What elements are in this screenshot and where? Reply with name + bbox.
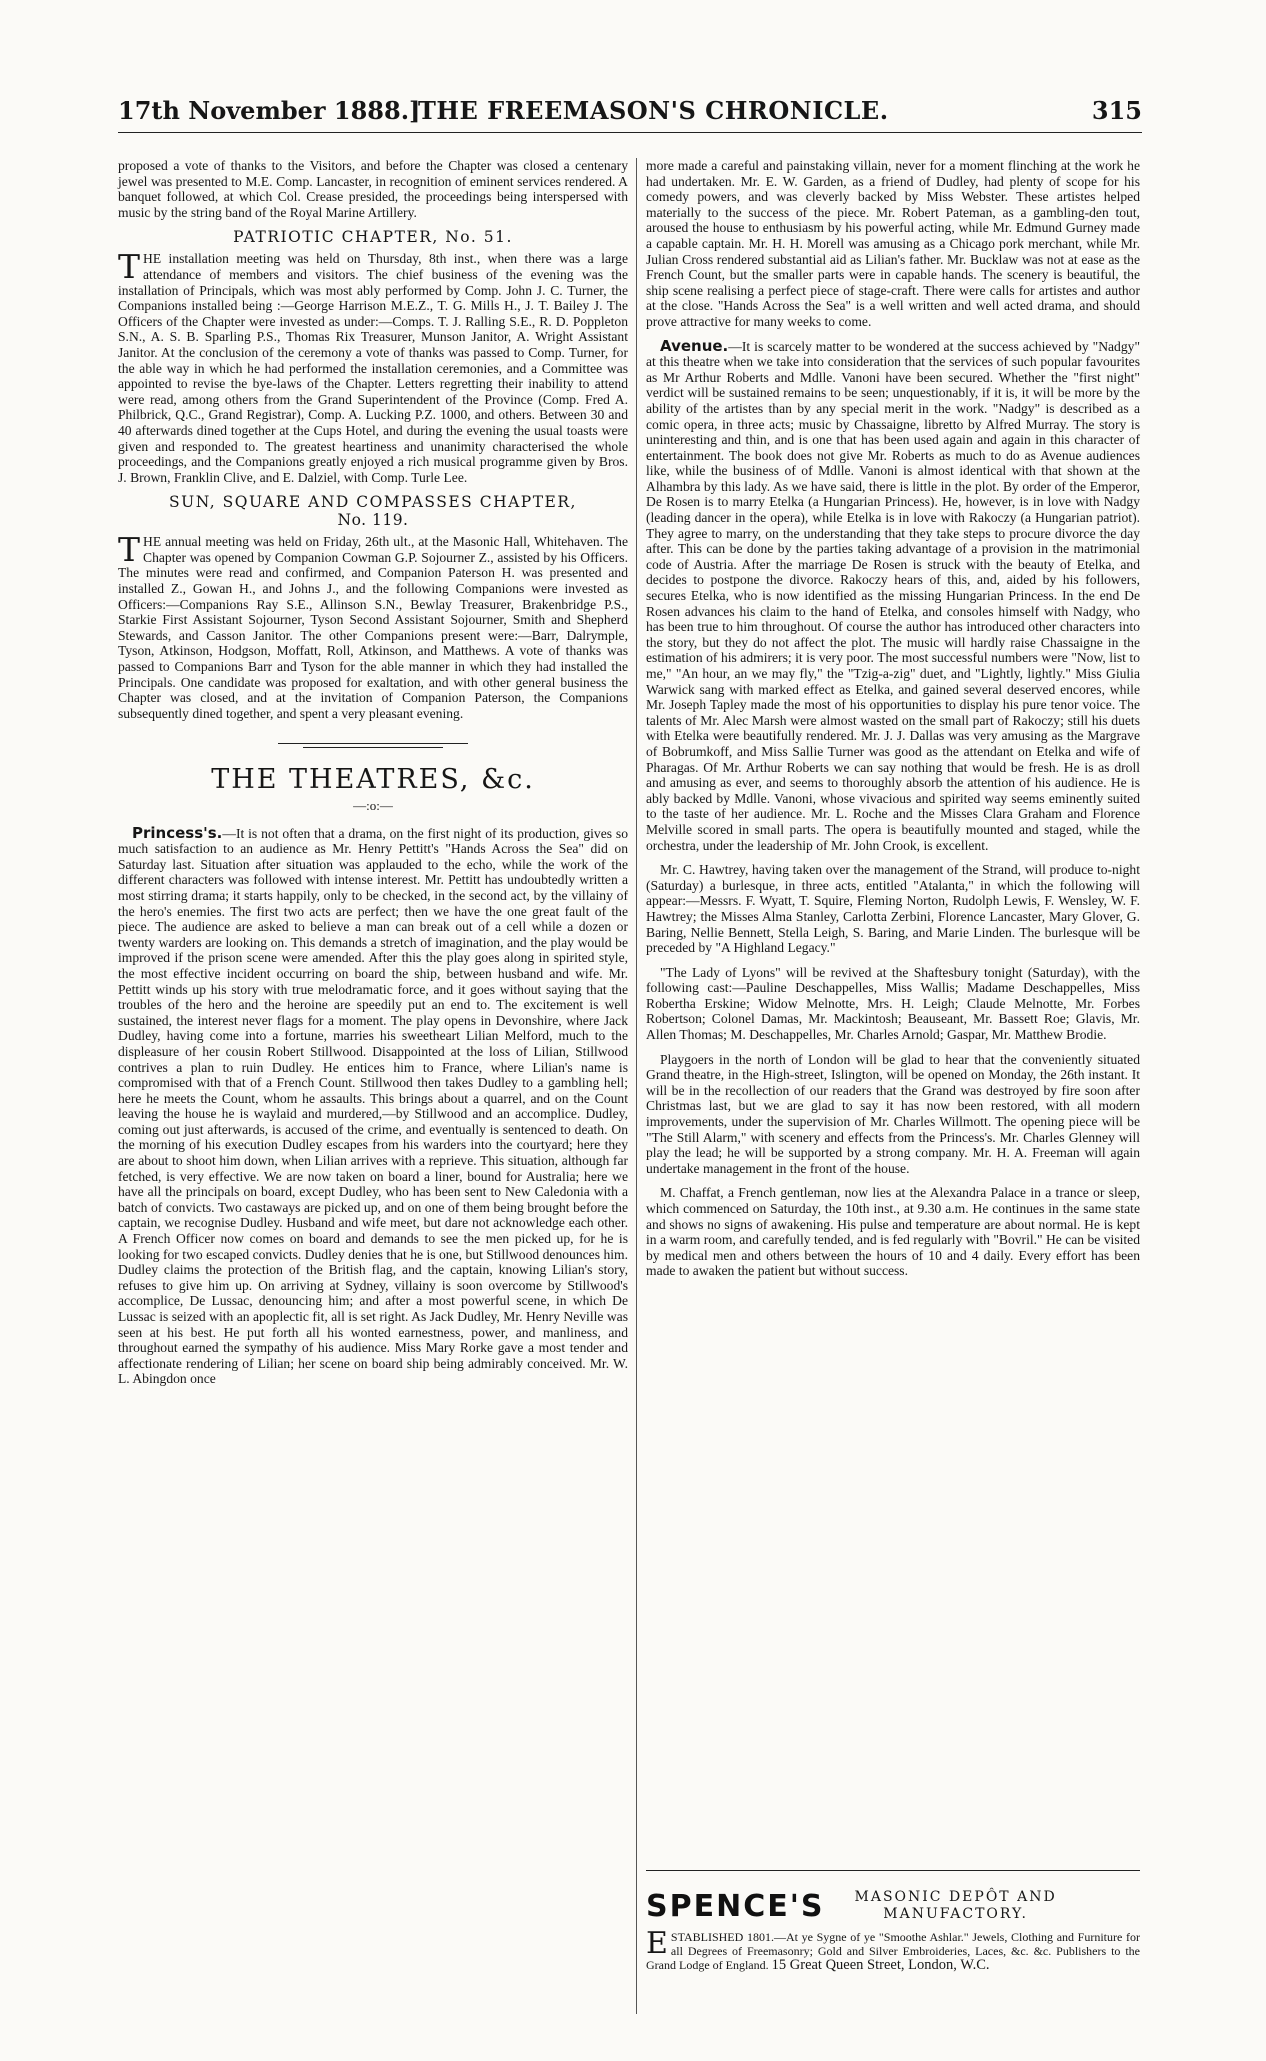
intro-paragraph: proposed a vote of thanks to the Visitors, and before the Chapter was closed a centenary jewel was presented to M.E. Comp. Lancaster, in recognition of eminent services rendered. A banquet followed, at which Col. Crease presided, the proceedings being interspersed with music by the string band of the Royal Marine Artillery.: [118, 158, 628, 220]
advert-body: [646, 1926, 1140, 1973]
right-column: [646, 158, 1140, 1279]
section-divider: [278, 743, 468, 748]
advert-tagline-1: MASONIC DEPÔT AND: [854, 1889, 1057, 1905]
sun-square-heading-number: No. 119.: [337, 511, 409, 530]
page-number: 315: [1091, 96, 1142, 125]
avenue-body: —It is scarcely matter to be wondered at the success achieved by "Nadgy" at this theatre when we take into consideration that the services of such popular favourites as Mr Arthur Roberts and Mdlle. Vanoni have been secured. Whether the "first night" verdict will be sustained remains to be seen; unquestionably, if it is, it will be more by the ability of the artistes than by any special merit in the work. "Nadgy" is described as a comic opera, in three acts; music by Chassaigne, libretto by Alfred Murray. The story is uninteresting and thin, and is one that has been used again and again in this character of entertainment. The book does not give Mr. Roberts as much to do as Avenue audiences like, while the business of of Mdlle. Vanoni is almost identical with that shown at the Alhambra by this lady. As we have said, there is little in the plot. By order of the Emperor, De Rosen is to marry Etelka (a Hungarian Princess). He, however, is in love with Nadgy (leading dancer in the opera), while Etelka is in love with Rakoczy (a Hungarian patriot). They agree to marry, on the understanding that they take steps to procure divorce the day after. This can be done by the parties taking advantage of a provision in the matrimonial code of Austria. After the marriage De Rosen is struck with the beauty of Etelka, and decides to postpone the divorce. Rakoczy hears of this, and, aided by his followers, secures Etelka, who is now identified as the missing Hungarian Princess. In the end De Rosen advances his claim to the hand of Etelka, and consoles himself with Nadgy, who has been true to him throughout. Of course the author has introduced other characters into the story, but they do not affect the plot. The music will hardly raise Chassaigne in the estimation of his admirers; it is very poor. The most successful numbers were "Now, list to me," "An hour, an we may fly," the "Tzig-a-zig" duet, and "Lightly, lightly." Miss Giulia Warwick sang with marked effect as Etelka, and gained several deserved encores, while Mr. Joseph Tapley made the most of his opportunities to display his pure tenor voice. The talents of Mr. Alec Marsh were almost wasted on the small part of Rakoczy; still his duets with Etelka were beautifully rendered. Mr. J. J. Dallas was very amusing as the Margrave of Bobrumkoff, and Miss Sallie Turner was good as the attendant on Etelka and wife of Pharagas. Of Mr. Arthur Roberts we can say nothing that would be fresh. He is as droll and amusing as ever, and seems to thoroughly absorb the attention of his audience. He is ably backed by Mdlle. Vanoni, whose vivacious and spirited way seems eminently suited to the taste of her audience. Mr. L. Roche and the Misses Clara Graham and Florence Melville scored in small parts. The opera is beautifully mounted and staged, while the orchestra, under the leadership of Mr. John Crook, is excellent.: [646, 338, 1140, 853]
advert-header: [646, 1889, 1140, 1924]
hands-across-sea-continued: more made a careful and painstaking villain, never for a moment flinching at the work he had undertaken. Mr. E. W. Garden, as a friend of Dudley, had plenty of scope for his comedy powers, and was cleverly backed by Miss Webster. These artistes helped materially to the success of the piece. Mr. Robert Pateman, as a gambling-den tout, aroused the house to enthusiasm by his powerful acting, while Mr. Edmund Gurney made a capable captain. Mr. H. H. Morell was amusing as a Chicago pork merchant, while Mr. Julian Cross rendered substantial aid as Lilian's father. Mr. Bucklaw was not at ease as the French Count, but the smaller parts were in capable hands. The scenery is beautiful, the ship scene realising a perfect piece of stage-craft. There were calls for artistes and author at the close. "Hands Across the Sea" is a well written and well acted drama, and should prove attractive for many weeks to come.: [646, 158, 1140, 329]
advert-address: 15 Great Queen Street, London, W.C.: [771, 1957, 990, 1973]
ornament-divider: —:o:—: [353, 798, 393, 813]
left-column: [118, 158, 628, 1387]
issue-date: 17th November 1888.]: [118, 96, 421, 125]
strand-paragraph: Mr. C. Hawtrey, having taken over the management of the Strand, will produce to-night (Saturday) a burlesque, in three acts, entitled "Atalanta," in which the following will appear:—Messrs. F. Wyatt, T. Squire, Fleming Norton, Rudolph Lewis, F. Wensley, W. F. Hawtrey; the Misses Alma Stanley, Carlotta Zerbini, Florence Lancaster, Mary Glover, G. Baring, Nellie Bennett, Stella Leigh, S. Baring, and Marie Linden. The burlesque will be preceded by "A Highland Legacy.": [646, 862, 1140, 956]
sun-square-heading-title: SUN, SQUARE AND COMPASSES CHAPTER,: [169, 493, 577, 512]
avenue-review: [646, 336, 1140, 854]
advert-tagline-2: MANUFACTORY.: [883, 1906, 1028, 1922]
sun-square-chapter-article: [118, 530, 628, 721]
shaftesbury-paragraph: "The Lady of Lyons" will be revived at the Shaftesbury tonight (Saturday), with the following cast:—Pauline Deschappelles, Miss Wallis; Madame Deschappelles, Miss Robertha Erskine; Widow Melnotte, Mrs. H. Leigh; Claude Melnotte, Mr. Forbes Robertson; Colonel Damas, Mr. Mackintosh; Beauseant, Mr. Bassett Roe; Glavis, Mr. Allen Thomas; M. Deschappelles, Mr. Charles Arnold; Gaspar, Mr. Matthew Brodie.: [646, 964, 1140, 1043]
newspaper-title: THE FREEMASON'S CHRONICLE.: [418, 96, 889, 125]
sun-square-chapter-body: HE annual meeting was held on Friday, 26th ult., at the Masonic Hall, Whitehaven. The Chapter was opened by Companion Cowman G.P. Sojourner Z., assisted by his Officers. The minutes were read and confirmed, and Companion Paterson H. was presented and installed Z., Gowan H., and Johns J., and the following Companions were invested as Officers:—Companions Ray S.E., Allinson S.N., Bewlay Treasurer, Brakenbridge P.S., Starkie First Assistant Sojourner, Tyson Second Assistant Sojourner, Smith and Shepherd Stewards, and Casson Janitor. The other Companions present were:—Barr, Dalrymple, Tyson, Atkinson, Hodgson, Moffatt, Roll, Atkinson, and Matthews. A vote of thanks was passed to Companions Barr and Tyson for the able manner in which they had installed the Principals. One candidate was proposed for exaltation, and with other general business the Chapter was closed, and at the invitation of Companion Paterson, the Companions subsequently dined together, and spent a very pleasant evening.: [118, 534, 628, 721]
spence-advertisement: [646, 1870, 1140, 1972]
drop-cap: T: [118, 530, 141, 570]
drop-cap: E: [646, 1926, 668, 1961]
column-divider: [636, 158, 637, 2014]
theatres-heading: THE THEATRES, &c.: [211, 764, 535, 796]
sun-square-chapter-heading: [118, 493, 628, 529]
princess-review: [118, 823, 628, 1387]
drop-cap: T: [118, 247, 141, 287]
grand-theatre-paragraph: Playgoers in the north of London will be glad to hear that the conveniently situated Grand theatre, in the High-street, Islington, will be opened on Monday, the 26th instant. It will be in the recollection of our readers that the Grand was destroyed by fire soon after Christmas last, but we are glad to say it has now been restored, with all modern improvements, under the supervision of Mr. Charles Willmott. The opening piece will be "The Still Alarm," with scenery and effects from the Princess's. Mr. Charles Glenney will play the lead; he will be supported by a strong company. Mr. H. A. Freeman will again undertake management in the front of the house.: [646, 1051, 1140, 1176]
patriotic-chapter-body: HE installation meeting was held on Thursday, 8th inst., when there was a large attendance of members and visitors. The chief business of the evening was the installation of Principals, which was most ably performed by Comp. John J. C. Turner, the Companions installed being :—George Harrison M.E.Z., T. G. Mills H., J. T. Bailey J. The Officers of the Chapter were invested as under:—Comps. T. J. Ralling S.E., R. D. Poppleton S.N., A. S. B. Sparling P.S., Thomas Rix Treasurer, Munson Janitor, A. Wright Assistant Janitor. At the conclusion of the ceremony a vote of thanks was passed to Comp. Turner, for the able way in which he had performed the installation ceremonies, and a Committee was appointed to revise the bye-laws of the Chapter. Letters regretting their inability to attend were read, among others from the Grand Superintendent of the Province (Comp. Fred A. Philbrick, Q.C., Grand Registrar), Comp. A. Lucking P.Z. 1000, and others. Between 30 and 40 afterwards dined together at the Cups Hotel, and during the evening the usual toasts were given and responded to. The greatest heartiness and unanimity characterised the whole proceedings, and the Companions greatly enjoyed a rich musical programme given by Bros. J. Brown, Franklin Clive, and E. Dalziel, with Comp. Turle Lee.: [118, 251, 628, 485]
masthead: [118, 96, 1142, 133]
chaffat-paragraph: M. Chaffat, a French gentleman, now lies at the Alexandra Palace in a trance or sleep, which commenced on Saturday, the 10th inst., at 9.30 a.m. He continues in the same state and shows no signs of awakening. His pulse and temperature are about normal. He is kept in a warm room, and carefully tended, and is fed regularly with "Bovril." He can be visited by medical men and others between the hours of 10 and 4 daily. Every effort has been made to awaken the patient but without success.: [646, 1185, 1140, 1279]
avenue-label: Avenue.: [660, 336, 729, 355]
patriotic-chapter-article: [118, 247, 628, 485]
princess-label: Princess's.: [132, 823, 223, 842]
patriotic-chapter-heading: PATRIOTIC CHAPTER, No. 51.: [233, 228, 513, 247]
advert-brand: SPENCE'S: [646, 1889, 825, 1924]
princess-body: —It is not often that a drama, on the first night of its production, gives so much satisfaction to an audience as Mr. Henry Pettitt's "Hands Across the Sea" did on Saturday last. Situation after situation was applauded to the echo, while the work of the different characters was followed with intense interest. Mr. Pettitt has undoubtedly written a most stirring drama; it starts happily, only to be checked, in the second act, by the villainy of the hero's enemies. The first two acts are perfect; then we have the one great fault of the piece. The audience are asked to believe a man can break out of a cell while a dozen or twenty warders are looking on. This demands a stretch of imagination, and the play would be improved if the prison scene were amended. After this the play goes along in spirited style, the most effective incident occurring on board the ship, between husband and wife. Mr. Pettitt winds up his story with true melodramatic force, and it goes without saying that the troubles of the hero and the heroine are speedily put an end to. The excitement is well sustained, the interest never flags for a moment. The play opens in Devonshire, where Jack Dudley, having come into a fortune, marries his sweetheart Lilian Melford, much to the displeasure of her cousin Robert Stillwood. Disappointed at the loss of Lilian, Stillwood contrives a plan to ruin Dudley. He entices him to France, where Lilian's name is compromised with that of a French Count. Stillwood then takes Dudley to a gambling hell; here he meets the Count, whom he assaults. This brings about a quarrel, and on the Count leaving the house he is waylaid and murdered,—by Stillwood and an accomplice. Dudley, coming out just afterwards, is accused of the crime, and eventually is sentenced to death. On the morning of his execution Dudley escapes from his warders into the courtyard; here they are about to shoot him down, when Lilian arrives with a reprieve. This situation, although far fetched, is very effective. We are now taken on board a liner, bound for Australia; here we have all the principals on board, except Dudley, who has been sent to New Caledonia with a batch of convicts. Two castaways are picked up, and on one of them being brought before the captain, we recognise Dudley. Husband and wife meet, but dare not acknowledge each other. A French Officer now comes on board and demands to see the men picked up, for he is looking for two escaped convicts. Dudley denies that he is one, but Stillwood denounces him. Dudley claims the protection of the British flag, and the captain, knowing Lilian's story, refuses to give him up. On arriving at Sydney, villainy is soon overcome by Stillwood's accomplice, De Lussac, denouncing him; and after a most powerful scene, in which De Lussac is seized with an apoplectic fit, all is set right. As Jack Dudley, Mr. Henry Neville was seen at his best. He put forth all his wonted earnestness, power, and manliness, and throughout earned the sympathy of his audience. Miss Mary Rorke gave a most tender and affectionate rendering of Lilian; her scene on board ship being admirably conceived. Mr. W. L. Abingdon once: [118, 825, 628, 1387]
advert-tagline: [855, 1889, 1057, 1923]
advert-text: STABLISHED 1801.—At ye Sygne of ye "Smoothe Ashlar." Jewels, Clothing and Furniture for all Degrees of Freemasonry; Gold and Silver Embroideries, Laces, &c. &c. Publishers to the Grand Lodge of England.: [646, 1930, 1140, 1972]
